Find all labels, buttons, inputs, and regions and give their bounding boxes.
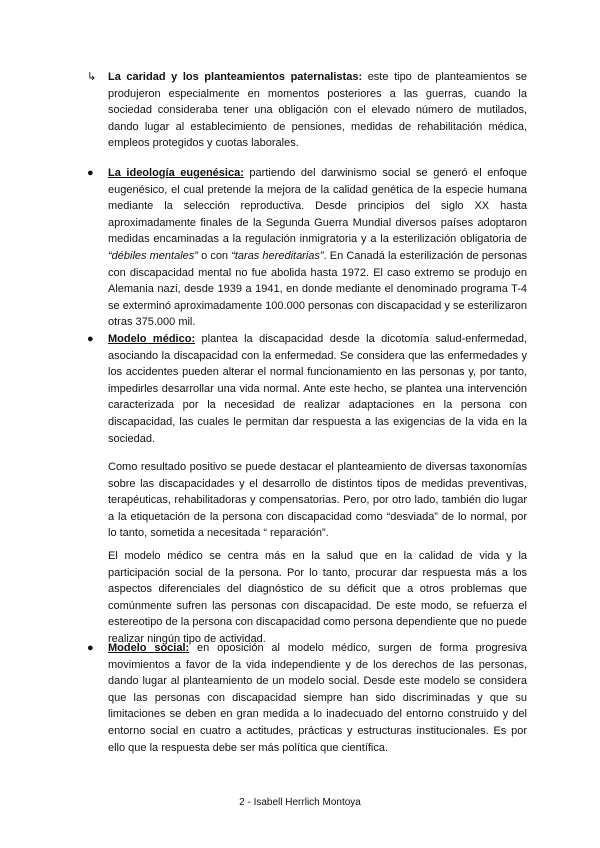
page-footer: 2 - Isabell Herrlich Montoya [239, 797, 361, 808]
paragraph-modelo-medico-centra: El modelo médico se centra más en la salud que en la calidad de vida y la participación social de la persona. Por lo tanto, procurar dar respuesta más a los aspectos diferenciales del diagnóstico de su déficit que a otros problemas que comúnmente sufren las personas con discapacidad. De este modo, se refuerza el estereotipo de la persona con discapacidad como persona dependiente que no puede realizar ningún tipo de actividad. [108, 550, 527, 645]
item-paragraph [108, 640, 527, 756]
arrow-bullet-icon: ↳ [87, 71, 97, 83]
round-bullet-icon: ● [87, 167, 94, 179]
paragraph-resultado: Como resultado positivo se puede destacar el planteamiento de diversas taxonomías sobre las discapacidades y el desarrollo de distintos tipos de medidas preventivas, terapéuticas, rehabilitadoras y compensatorias. Pero, por otro lado, también dio lugar a la etiquetación de la persona con discapacidad como “desviada” de lo normal, por lo tanto, sometida a necesitada “ reparación”. [108, 461, 527, 540]
item-quote-a: “débiles mentales” [108, 249, 198, 262]
item-text: este tipo de planteamientos se produjeron especialmente en momentos posteriores a las guerras, cuando la sociedad consideraba tener una obligación con el elevado número de mutilados, dando lugar al establecimiento de pensiones, medidas de rehabilitación médica, empleos protegidos y cuotas laborales. [108, 71, 528, 150]
round-bullet-icon: ● [87, 333, 94, 345]
list-item-eugenesica [87, 165, 527, 331]
list-item-modelo-medico [87, 331, 527, 447]
list-item-modelo-social [87, 640, 527, 756]
item-text-c: . En Canadá la esterilización de personas con discapacidad mental no fue abolida hasta 1972. El caso extremo se produjo en Alemania nazi, desde 1939 a 1941, en donde mediante el denominado programa T-4 se exterminó aproximadamente 100.000 personas con discapacidad y se esterilizaron otras 375.000 mil. [108, 249, 527, 329]
item-text-b: o con [197, 249, 232, 262]
item-paragraph [108, 331, 527, 447]
item-term: Modelo social: [108, 642, 190, 654]
item-term: La ideología eugenésica: [108, 167, 244, 179]
item-term: La caridad y los planteamientos paternalistas: [108, 71, 363, 83]
round-bullet-icon: ● [87, 642, 94, 654]
item-term: Modelo médico: [108, 333, 196, 345]
item-quote-b: “taras hereditarias” [231, 249, 324, 262]
item-text: en oposición al modelo médico, surgen de forma progresiva movimientos a favor de la vida independiente y de los derechos de las personas, dando lugar al planteamiento de un modelo social. Desde este modelo se considera que las personas con discapacidad siempre han sido discriminadas y que su limitaciones se deben en gran medida a lo inadecuado del entorno construido y del entorno social en cuatro a actitudes, prácticas y estructuras institucionales. Es por ello que la respuesta debe ser más política que científica. [108, 642, 527, 754]
item-text: plantea la discapacidad desde la dicotomía salud-enfermedad, asociando la discapacidad con la enfermedad. Se considera que las enfermedades y los accidentes pueden alterar el normal funcionamiento en las personas y, por tanto, impedirles desarrollar una vida normal. Ante este hecho, se plantea una intervención caracterizada por la necesidad de realizar adaptaciones en la persona con discapacidad, las cuales le permitan dar respuesta a las exigencias de la vida en la sociedad. [108, 333, 527, 445]
item-text-a: partiendo del darwinismo social se generó el enfoque eugenésico, el cual pretende la mejora de la calidad genética de la especie humana mediante la selección reproductiva. Desde principios del siglo XX hasta aproximadamente finales de la Segunda Guerra Mundial diversos países adoptaron medidas encaminadas a la regulación inmigratoria y a la esterilización obligatoria de [108, 167, 527, 246]
item-paragraph [108, 165, 527, 331]
item-paragraph [108, 69, 527, 152]
list-item-caridad [87, 69, 528, 152]
